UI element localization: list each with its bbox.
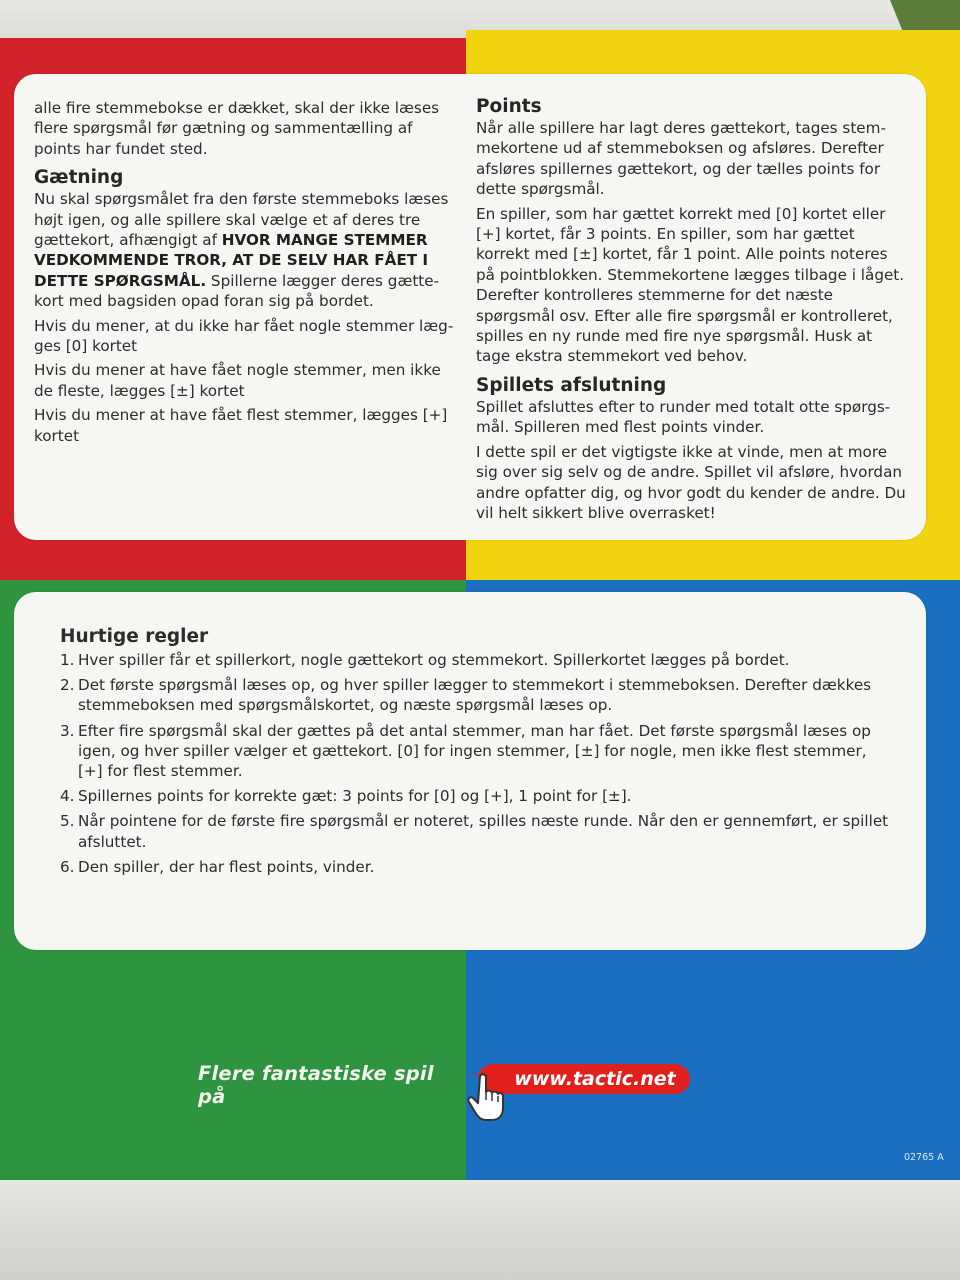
pointing-hand-icon: [466, 1072, 508, 1122]
points-paragraph-1: Når alle spillere har lagt deres gættekort, tages stemmekortene ud af stemmeboksen og afsløres. Derefter afsløres spillernes gættekort, og der tælles points for dette spørgsmål.: [476, 119, 886, 199]
right-column: [476, 96, 906, 527]
list-item-text: Hver spiller får et spillerkort, nogle gættekort og stemmekort. Spillerkortet lægges på bordet.: [78, 651, 790, 669]
list-item-text: Spillernes points for korrekte gæt: 3 points for [0] og [+], 1 point for [±].: [78, 787, 632, 806]
product-code: 02765 A: [904, 1152, 944, 1163]
list-item: [60, 857, 890, 877]
website-link[interactable]: [478, 1064, 690, 1094]
rule-plus-paragraph: Hvis du mener at have fået flest stemmer, lægges [+] kortet: [34, 406, 448, 445]
list-item-number: 3.: [60, 721, 75, 740]
guessing-text-a: Nu skal spørgsmålet fra den første stemmeboks læses højt igen, og alle spillere skal vælge et af deres tre gættekort, afhængigt af: [34, 190, 449, 250]
paper-bottom-edge: [0, 1180, 960, 1280]
list-item-text: Efter fire spørgsmål skal der gættes på det antal stemmer, man har fået. Det første spørgsmål læses op igen, og hver spiller vælger et gættekort. [0] for ingen stemmer, [±] for nogle, men ikke flest stemmer, [+] for flest stemmer.: [78, 721, 871, 781]
list-item: [60, 786, 890, 806]
guessing-heading: Gætning: [34, 167, 124, 189]
quick-rules: [60, 626, 890, 882]
website-url[interactable]: www.tactic.net: [514, 1068, 676, 1090]
guessing-paragraph: [34, 189, 454, 311]
list-item-text: Det første spørgsmål læses op, og hver spiller lægger to stemmekort i stemmeboksen. Derefter dækkes stemmeboksen med spørgsmålskortet, og næste spørgsmål læses op.: [78, 676, 872, 715]
rule-zero-paragraph: Hvis du mener, at du ikke har fået nogle stemmer lægges [0] kortet: [34, 316, 454, 356]
list-item-number: 6.: [60, 857, 75, 876]
list-item: [60, 675, 890, 715]
points-heading: Points: [476, 96, 542, 117]
guessing-text-b: Spillerne lægger deres gættekort med bagsiden opad foran sig på bordet.: [34, 271, 440, 311]
list-item-text: Den spiller, der har flest points, vinder.: [78, 857, 375, 876]
list-item: [60, 811, 890, 851]
points-paragraph-2: En spiller, som har gættet korrekt med [0] kortet eller [+] kortet, får 3 points. En spiller, som har gættet korrekt med [±] kortet, får 1 point. Alle points noteres på pointblokken. Stemmekortene lægges tilbage i låget. Derefter kontrolleres stemmerne for det næste spørgsmål osv. Efter alle fire spørgsmål er kontrolleret, spilles en ny runde med fire nye spørgsmål. Husk at tage ekstra stemmekort ved behov.: [476, 204, 905, 366]
list-item-number: 2.: [60, 676, 75, 695]
list-item-text: Når pointene for de første fire spørgsmål er noteret, spilles næste runde. Når den er gennemført, er spillet afsluttet.: [78, 812, 889, 851]
left-column: [34, 98, 454, 450]
game-end-heading: Spillets afslutning: [476, 374, 667, 396]
game-end-paragraph-1: Spillet afsluttes efter to runder med totalt otte spørgsmål. Spilleren med flest points vinder.: [476, 397, 891, 437]
quick-rules-list: [60, 650, 890, 877]
intro-paragraph: alle fire stemmebokse er dækket, skal der ikke læses flere spørgsmål før gætning og sammentælling af points har fundet sted.: [34, 99, 440, 158]
guessing-text-bold: HVOR MANGE STEMMER VEDKOMMENDE TROR, AT DE SELV HAR FÅET I DETTE SPØRGSMÅL.: [34, 231, 428, 290]
footer-tagline: Flere fantastiske spil på: [198, 1062, 434, 1108]
game-end-paragraph-2: I dette spil er det vigtigste ikke at vinde, men at more sig over sig selv og de andre. Spillet vil afsløre, hvordan andre opfatter dig, og hvor godt du kender de andre. Du vil helt sikkert blive overrasket!: [476, 442, 906, 522]
list-item: [60, 650, 890, 670]
quick-rules-heading: Hurtige regler: [60, 626, 209, 647]
list-item: [60, 721, 890, 782]
list-item-number: 4.: [60, 787, 75, 806]
list-item-number: 5.: [60, 812, 75, 831]
list-item-number: 1.: [60, 651, 75, 669]
rule-plusminus-paragraph: Hvis du mener at have fået nogle stemmer, men ikke de fleste, lægges [±] kortet: [34, 361, 441, 400]
